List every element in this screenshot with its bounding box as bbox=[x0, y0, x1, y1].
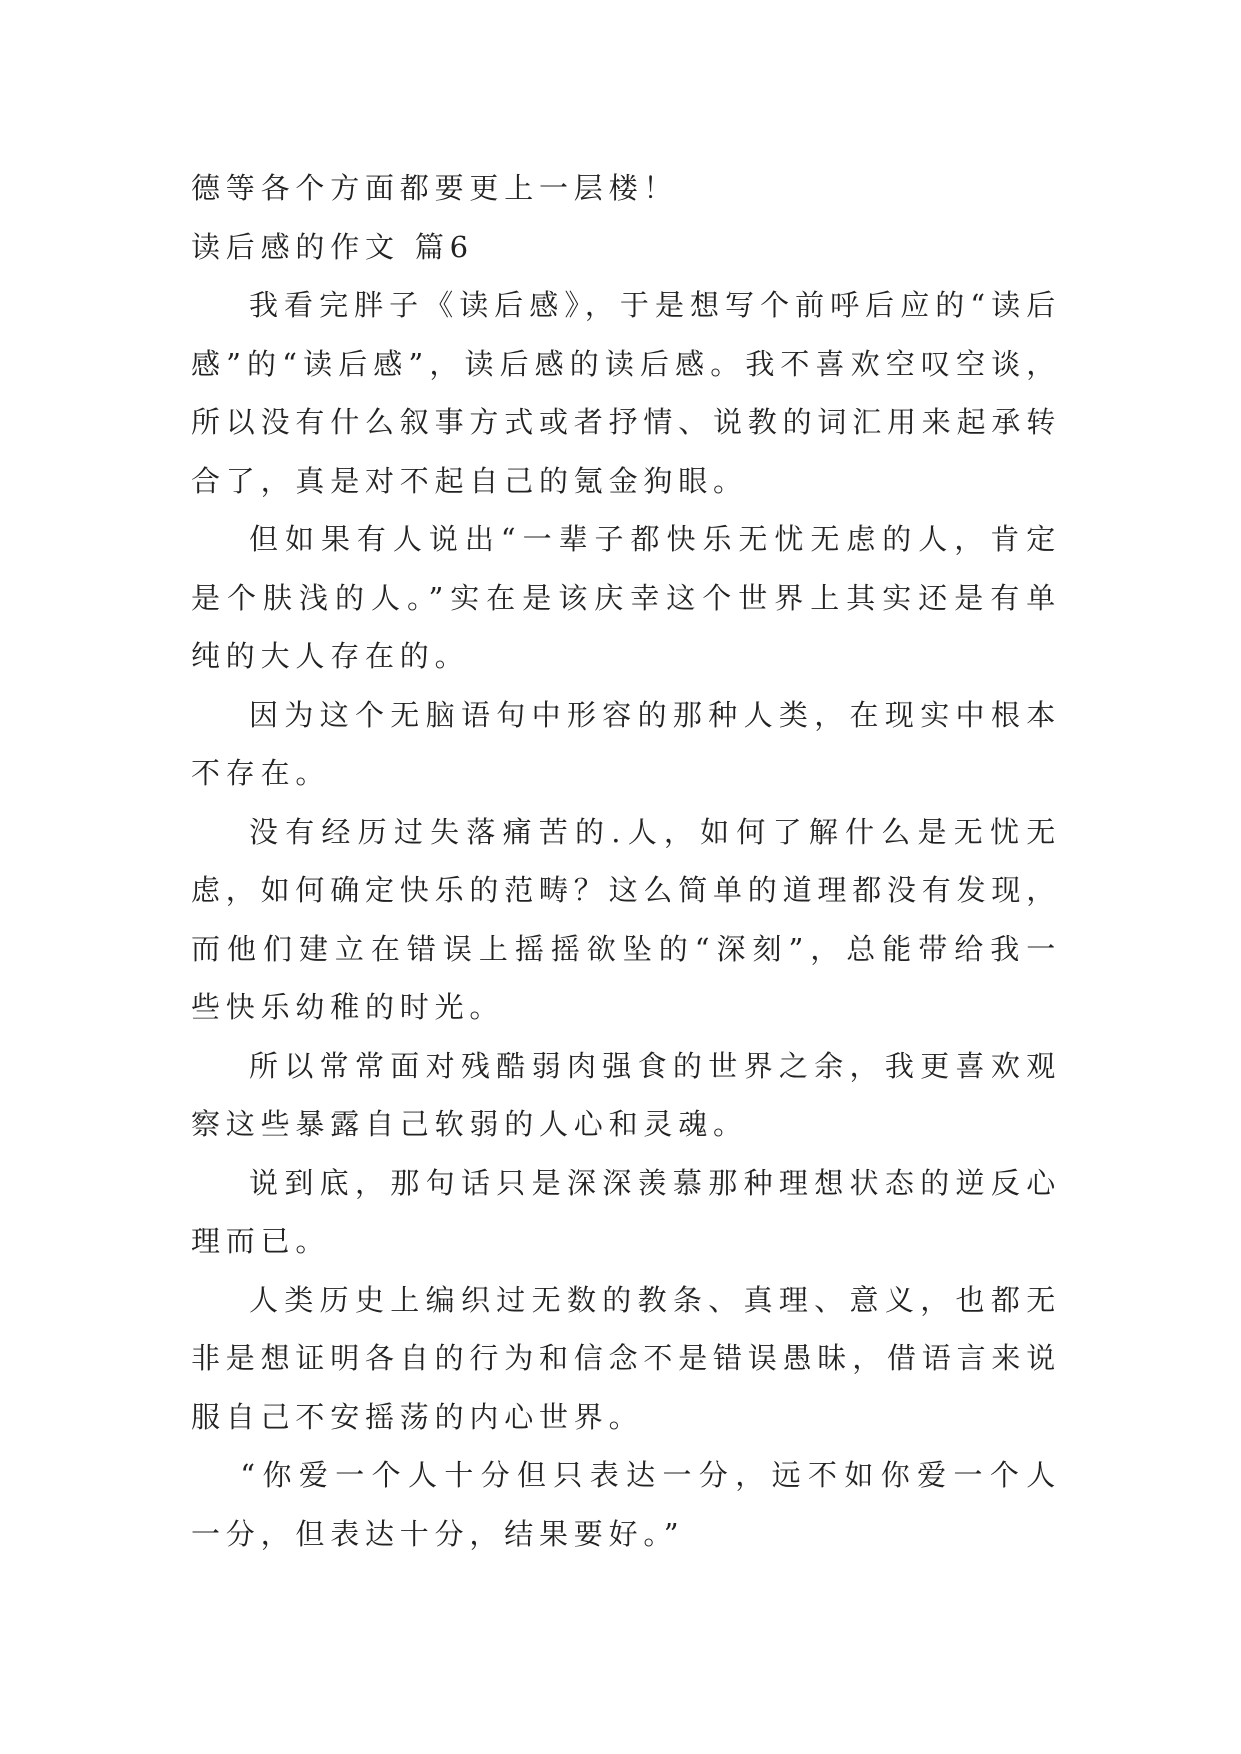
paragraph-3: 因为这个无脑语句中形容的那种人类，在现实中根本不存在。 bbox=[191, 697, 1061, 790]
lead-line: 德等各个方面都要更上一层楼！ bbox=[191, 171, 679, 205]
paragraph-2: 但如果有人说出“一辈子都快乐无忧无虑的人，肯定是个肤浅的人。”实在是该庆幸这个世界上其实还是有单纯的大人存在的。 bbox=[191, 522, 1061, 673]
section-title: 读后感的作文 篇6 bbox=[191, 229, 474, 264]
paragraph-6: 说到底，那句话只是深深羡慕那种理想状态的逆反心理而已。 bbox=[191, 1165, 1061, 1258]
quote-paragraph: “你爱一个人十分但只表达一分，远不如你爱一个人一分，但表达十分，结果要好。” bbox=[191, 1458, 1061, 1551]
paragraph-1: 我看完胖子《读后感》，于是想写个前呼后应的“读后感”的“读后感”，读后感的读后感。我不喜欢空叹空谈，所以没有什么叙事方式或者抒情、说教的词汇用来起承转合了，真是对不起自己的氪金狗眼。 bbox=[191, 288, 1062, 498]
document-body bbox=[191, 159, 1061, 1563]
paragraph-4: 没有经历过失落痛苦的.人，如何了解什么是无忧无虑，如何确定快乐的范畴？这么简单的道理都没有发现，而他们建立在错误上摇摇欲坠的“深刻”，总能带给我一些快乐幼稚的时光。 bbox=[191, 814, 1062, 1024]
paragraph-5: 所以常常面对残酷弱肉强食的世界之余，我更喜欢观察这些暴露自己软弱的人心和灵魂。 bbox=[191, 1048, 1061, 1141]
paragraph-7: 人类历史上编织过无数的教条、真理、意义，也都无非是想证明各自的行为和信念不是错误愚昧，借语言来说服自己不安摇荡的内心世界。 bbox=[191, 1282, 1062, 1434]
